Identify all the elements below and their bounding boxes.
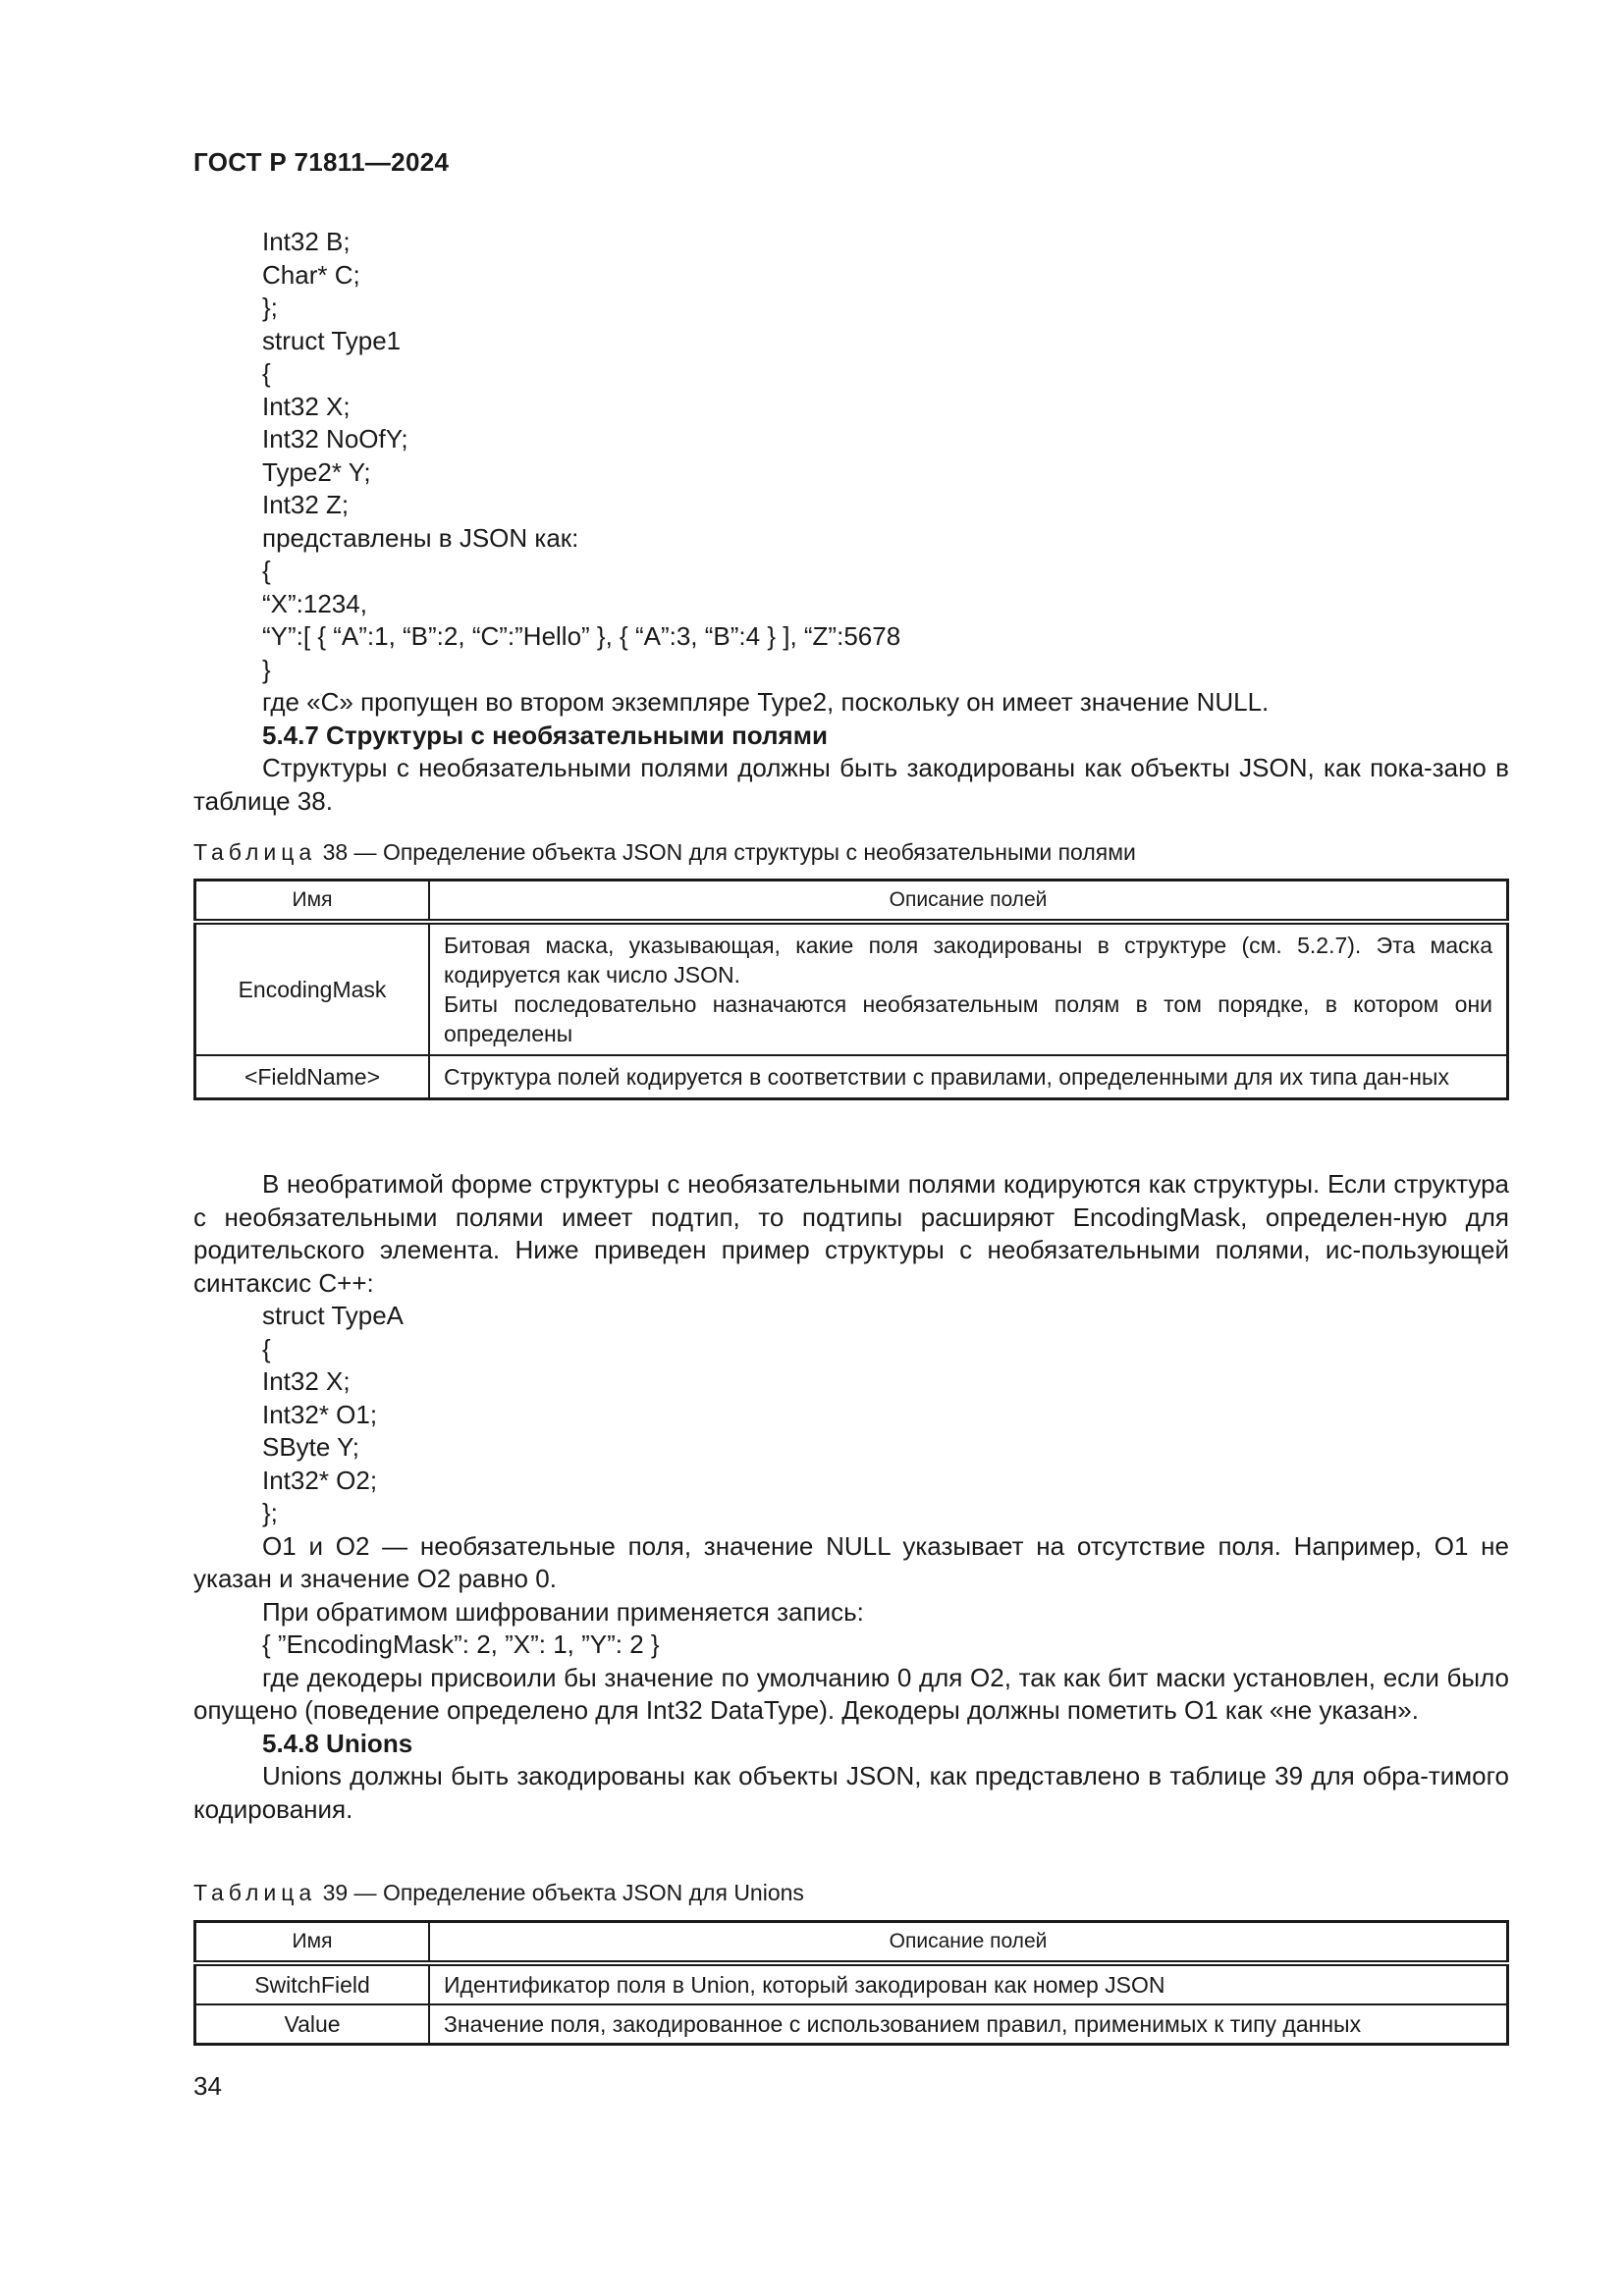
section-heading-548: 5.4.8 Unions — [262, 1728, 413, 1758]
table-header-row — [195, 1922, 1508, 1964]
paragraph-irreversible: В необратимой форме структуры с необязательными полями кодируются как структуры. Если структура с необязательными полями имеет подтип, то подтипы расширяют EncodingMask, определен-ную для родительского элемента. Ниже приведен пример структуры с необязательными полями, ис-пользующей синтаксис С++: — [193, 1169, 1509, 1298]
table39-caption — [193, 1878, 1509, 1907]
table38 — [193, 879, 1509, 1100]
code-line: Int32 NoOfY; — [262, 424, 408, 454]
content-block-middle — [193, 1168, 1509, 1826]
code-block-typea — [193, 1300, 1509, 1530]
code-line: } — [262, 654, 271, 684]
code-line: Char* C; — [262, 259, 360, 290]
code-line: struct Type1 — [262, 325, 402, 355]
code-line: “Y”:[ { “A”:1, “B”:2, “C”:”Hello” }, { “A”:3, “B”:4 } ], “Z”:5678 — [262, 621, 901, 651]
code-line: SByte Y; — [262, 1432, 359, 1462]
code-line: Int32 X; — [262, 1366, 351, 1396]
column-header-description: Описание полей — [429, 881, 1508, 923]
code-line: Type2* Y; — [262, 456, 371, 487]
cell-name: EncodingMask — [195, 922, 430, 1055]
section-548-intro: Unions должны быть закодированы как объекты JSON, как представлено в таблице 39 для обра-тимого кодирования. — [193, 1761, 1509, 1824]
table-row — [195, 922, 1508, 1055]
paragraph-reversible: При обратимом шифровании применяется запись: — [262, 1596, 864, 1627]
table-row — [195, 1055, 1508, 1099]
code-line: { — [262, 556, 271, 585]
code-line: Int32 Z; — [262, 490, 350, 519]
column-header-description: Описание полей — [429, 1922, 1508, 1964]
code-line: { — [262, 358, 271, 388]
code-line: “X”:1234, — [262, 588, 367, 618]
code-line-encoding: { ”EncodingMask”: 2, ”X”: 1, ”Y”: 2 } — [262, 1629, 660, 1659]
cell-description — [429, 922, 1508, 1055]
code-line: Int32 X; — [262, 391, 351, 421]
table39 — [193, 1920, 1509, 2046]
document-header: ГОСТ Р 71811—2024 — [193, 147, 450, 177]
cell-description-part: Биты последовательно назначаются необязательным полям в том порядке, в котором они определены — [444, 991, 1492, 1046]
note-line: где «С» пропущен во втором экземпляре Type2, поскольку он имеет значение NULL. — [262, 687, 1270, 717]
table39-wrapper — [193, 1920, 1509, 2046]
content-block-top — [193, 226, 1509, 818]
code-line: Int32 B; — [262, 227, 351, 256]
paragraph-decoders: где декодеры присвоили бы значение по умолчанию 0 для O2, так как бит маски установлен, если было опущено (поведение определено для Int32 DataType). Декодеры должны пометить O1 как «не указан». — [193, 1662, 1509, 1725]
table38-caption — [193, 837, 1509, 867]
cell-name: <FieldName> — [195, 1055, 430, 1099]
cell-description: Значение поля, закодированное с использованием правил, применимых к типу данных — [429, 2004, 1508, 2045]
code-line: Int32* O1; — [262, 1399, 378, 1429]
section-heading-547: 5.4.7 Структуры с необязательными полями — [262, 720, 828, 750]
code-line: }; — [262, 293, 278, 322]
table38-caption-word: Таблица — [193, 839, 317, 865]
code-block-type1 — [193, 226, 1509, 752]
code-line: Int32* O2; — [262, 1465, 378, 1495]
page-number: 34 — [193, 2071, 222, 2101]
table39-caption-word: Таблица — [193, 1880, 317, 1905]
table-row — [195, 2004, 1508, 2045]
paragraph-o1-o2: O1 и O2 — необязательные поля, значение NULL указывает на отсутствие поля. Например, O1 не указан и значение O2 равно 0. — [193, 1530, 1509, 1593]
table38-caption-text: 38 — Определение объекта JSON для структуры с необязательными полями — [322, 839, 1136, 865]
cell-name: SwitchField — [195, 1963, 430, 2004]
table39-caption-text: 39 — Определение объекта JSON для Unions — [322, 1880, 804, 1905]
cell-description: Структура полей кодируется в соответствии с правилами, определенными для их типа дан-ных — [429, 1055, 1508, 1099]
cell-description-part: Битовая маска, указывающая, какие поля закодированы в структуре (см. 5.2.7). Эта маска кодируется как число JSON. — [444, 933, 1492, 988]
cell-description: Идентификатор поля в Union, который закодирован как номер JSON — [429, 1963, 1508, 2004]
code-line: { — [262, 1333, 271, 1363]
cell-name: Value — [195, 2004, 430, 2045]
code-line: представлены в JSON как: — [262, 522, 579, 553]
code-line: }; — [262, 1498, 278, 1527]
section-547-intro: Структуры с необязательными полями должны быть закодированы как объекты JSON, как пока-зано в таблице 38. — [193, 753, 1509, 816]
column-header-name: Имя — [195, 1922, 430, 1964]
column-header-name: Имя — [195, 881, 430, 923]
table-row — [195, 1963, 1508, 2004]
table-header-row — [195, 881, 1508, 923]
code-line: struct TypeA — [262, 1301, 405, 1330]
table38-wrapper — [193, 879, 1509, 1100]
